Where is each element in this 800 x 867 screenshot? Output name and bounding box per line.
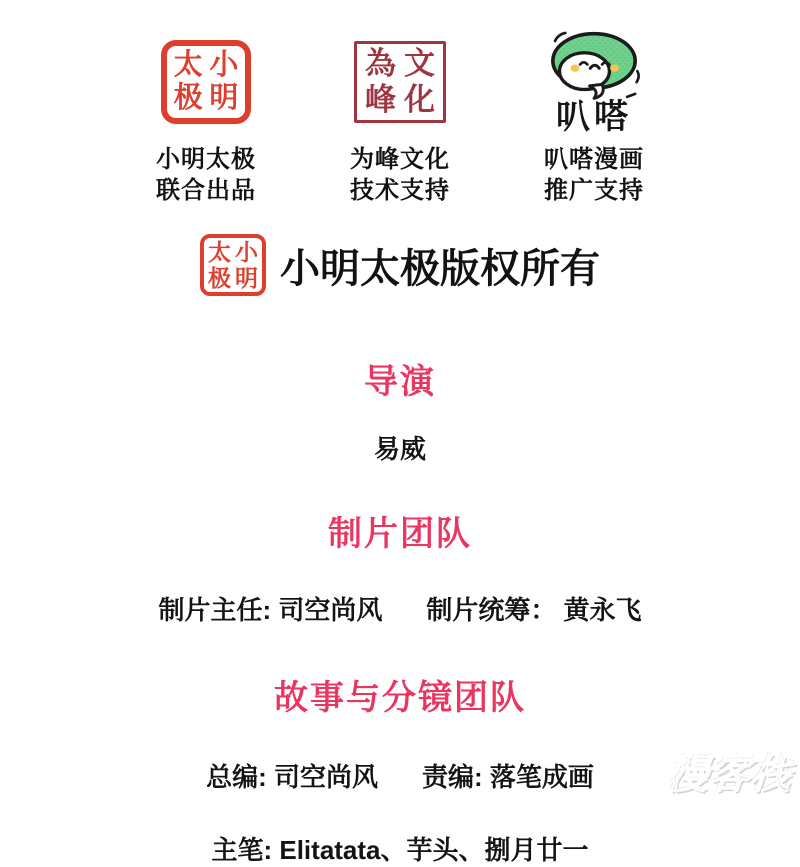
seal-char: 為 bbox=[365, 46, 396, 81]
caption-line: 为峰文化 bbox=[350, 146, 450, 173]
bada-manhua-caption bbox=[544, 144, 644, 206]
seal-char: 太 bbox=[208, 239, 231, 265]
partner-logos-row bbox=[0, 0, 800, 206]
seal-char: 明 bbox=[209, 82, 239, 114]
mankezhan-watermark-logo: 漫客栈 bbox=[666, 753, 794, 797]
seal-char: 化 bbox=[404, 82, 435, 117]
production-team-heading: 制片团队 bbox=[328, 515, 472, 553]
seal-left-column bbox=[174, 49, 203, 115]
seal-left-column bbox=[208, 239, 231, 291]
seal-right-column bbox=[235, 239, 258, 291]
cheek-blush bbox=[570, 65, 579, 72]
xiaoming-taiji-seal-area bbox=[161, 30, 251, 134]
logo-block-xiaoming-taiji bbox=[117, 30, 295, 206]
production-role: 制片主任: 司空尚风 bbox=[158, 595, 383, 625]
caption-line: 叭嗒漫画 bbox=[544, 146, 644, 173]
story-role: 总编: 司空尚风 bbox=[206, 762, 378, 792]
seal-char: 文 bbox=[404, 46, 435, 81]
motion-dash-icon bbox=[555, 33, 565, 41]
weifeng-culture-caption bbox=[350, 144, 450, 206]
director-name: 易威 bbox=[373, 434, 426, 464]
logo-block-weifeng-culture bbox=[311, 30, 489, 206]
cheek-blush bbox=[610, 65, 619, 72]
caption-line: 小明太极 bbox=[156, 146, 256, 173]
weifeng-culture-seal-icon bbox=[354, 41, 446, 123]
xiaoming-taiji-caption bbox=[156, 144, 256, 206]
speech-tail bbox=[590, 84, 604, 98]
seal-char: 明 bbox=[235, 265, 258, 291]
motion-dash-icon bbox=[627, 94, 635, 97]
bada-mascot-area bbox=[527, 30, 661, 134]
seal-char: 太 bbox=[173, 49, 203, 81]
copyright-row bbox=[0, 230, 800, 300]
director-heading: 导演 bbox=[364, 363, 436, 401]
story-role: 责编: 落笔成画 bbox=[422, 762, 594, 792]
story-team-heading: 故事与分镜团队 bbox=[274, 679, 526, 717]
copyright-text: 小明太极版权所有 bbox=[280, 246, 600, 291]
production-roles-line bbox=[0, 590, 800, 627]
story-role: 主笔: Elitatata、芋头、捌月廿一 bbox=[211, 835, 589, 865]
bada-mascot-icon bbox=[527, 30, 661, 102]
logo-block-bada-manhua bbox=[505, 30, 683, 206]
seal-left-column bbox=[365, 46, 396, 118]
caption-line: 推广支持 bbox=[544, 177, 644, 204]
motion-dash-icon bbox=[637, 71, 639, 82]
story-artists-line bbox=[0, 830, 800, 867]
caption-line: 技术支持 bbox=[350, 177, 450, 204]
production-role: 制片统筹： 黄永飞 bbox=[426, 595, 642, 625]
seal-char: 峰 bbox=[365, 82, 396, 117]
caption-line: 联合出品 bbox=[156, 177, 256, 204]
weifeng-seal-area bbox=[354, 30, 446, 134]
seal-char: 小 bbox=[209, 49, 239, 81]
bada-wordmark: 叭嗒 bbox=[556, 98, 632, 136]
seal-char: 小 bbox=[235, 239, 258, 265]
seal-char: 极 bbox=[173, 82, 203, 114]
seal-char: 极 bbox=[208, 265, 231, 291]
seal-right-column bbox=[404, 46, 435, 118]
xiaoming-taiji-seal-icon bbox=[161, 40, 251, 124]
seal-right-column bbox=[209, 49, 238, 115]
xiaoming-taiji-small-seal-icon bbox=[200, 234, 266, 296]
